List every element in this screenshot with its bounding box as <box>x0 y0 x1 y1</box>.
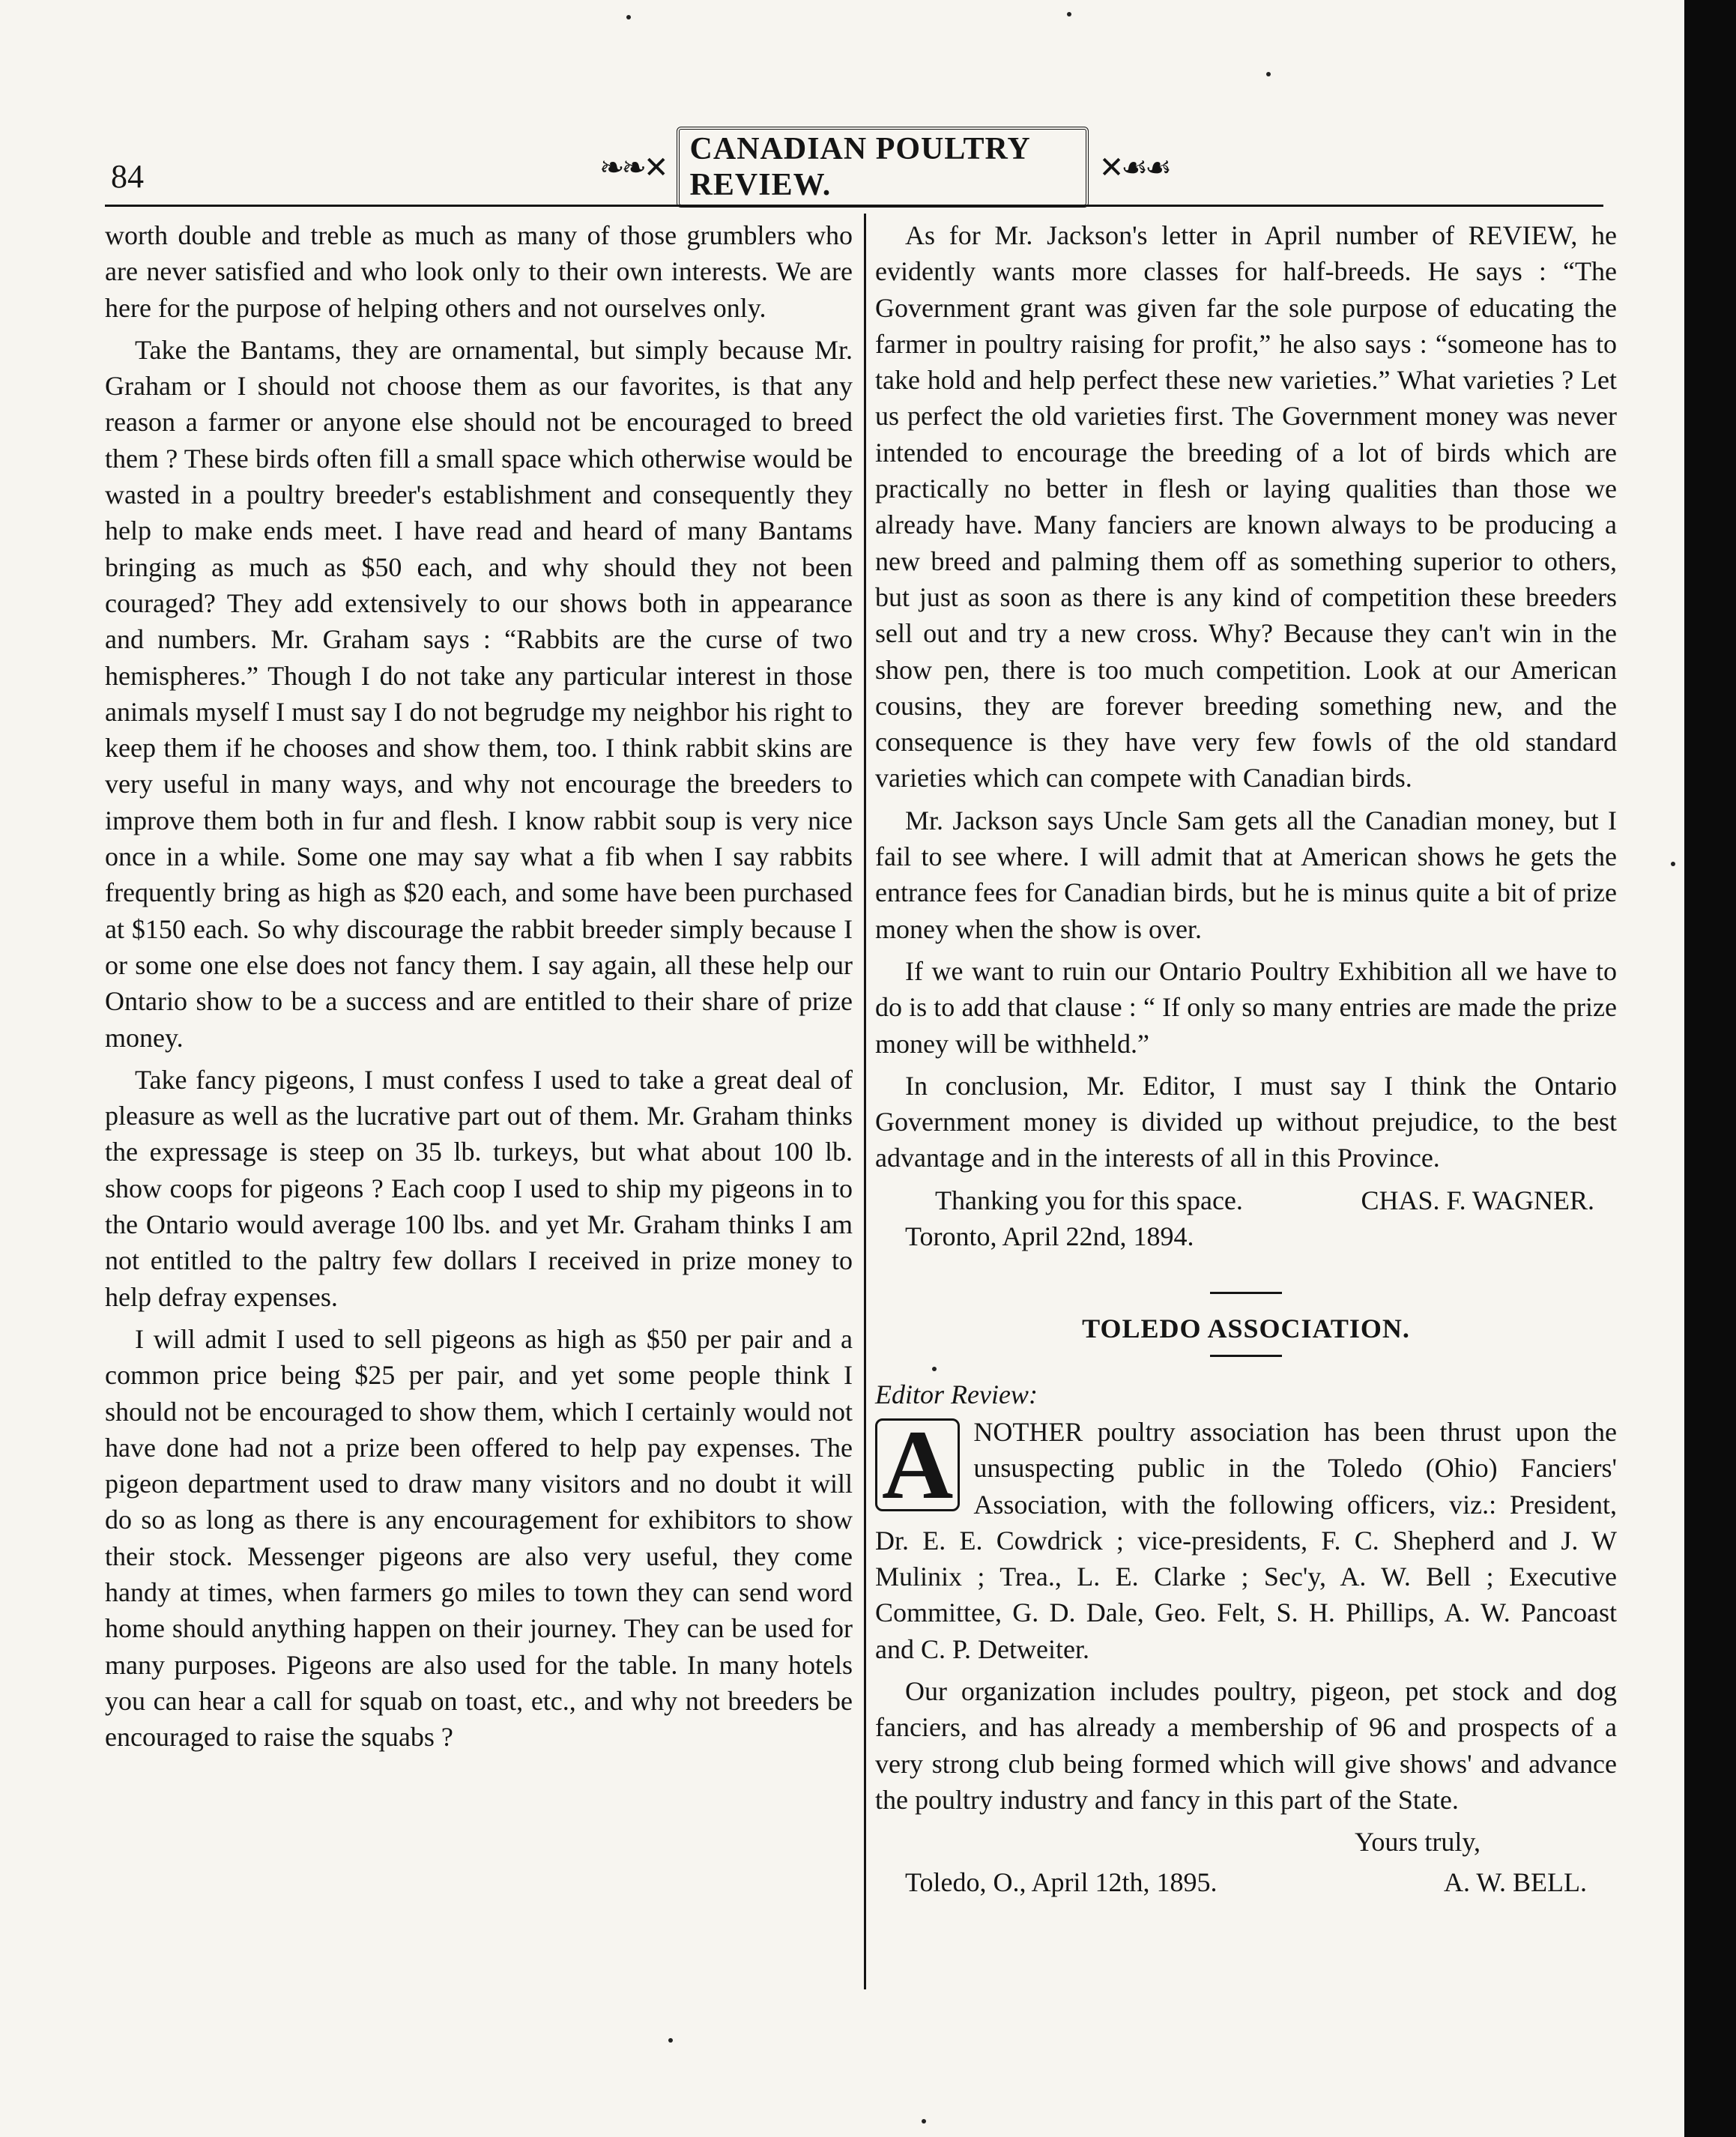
salutation: Editor Review: <box>875 1379 1038 1409</box>
ornament-right-icon: ✕☙☙ <box>1098 150 1169 184</box>
page-number: 84 <box>111 158 144 195</box>
paragraph <box>875 1409 1617 1667</box>
column-divider <box>864 214 866 1989</box>
scan-speck <box>1067 12 1071 16</box>
signoff-row <box>875 1182 1617 1218</box>
toledo-date: Toledo, O., April 12th, 1895. <box>905 1867 1218 1898</box>
section-title: TOLEDO ASSOCIATION. <box>1082 1314 1410 1344</box>
left-column <box>105 217 853 1761</box>
scan-speck <box>1266 72 1271 76</box>
paragraph-text: NOTHER poultry association has been thrust upon the unsuspecting public in the Toledo (Ohio) Fanciers' Association, with the following officers, viz.: President, Dr. E. E. Cowdrick ; vice-presidents, F. C. Shepherd and J. W Mulinix ; Trea., L. E. Clarke ; Sec'y, A. W. Bell ; Executive Committee, G. D. Dale, Geo. Felt, S. H. Phillips, A. W. Pancoast and C. P. Detweiter. <box>875 1416 1617 1664</box>
section-rule <box>1210 1292 1282 1294</box>
toledo-signature: A. W. BELL. <box>1443 1867 1587 1898</box>
signature: CHAS. F. WAGNER. <box>1361 1185 1594 1215</box>
closing-row <box>875 1864 1617 1900</box>
scan-speck <box>626 15 631 19</box>
scan-speck <box>922 2119 926 2124</box>
paragraph: I will admit I used to sell pigeons as high as $50 per pair and a common price being $25 per pair, and yet some people think I should not be encouraged to show them, which I certainly would not have done had not a prize been offered to help pay expenses. The pigeon department used to draw many visitors and no doubt it will do so as long as there is any encouragement for exhibitors to show their stock. Messenger pigeons are also very useful, they come handy at times, when farmers go miles to town they can send word home should anything happen on their journey. They can be used for many purposes. Pigeons are also used for the table. In many hotels you can hear a call for squab on toast, etc., and why not breeders be encouraged to raise the squabs ? <box>105 1323 853 1753</box>
paragraph: Take fancy pigeons, I must confess I used to take a great deal of pleasure as well as the lucrative part out of them. Mr. Graham thinks the expressage is steep on 35 lb. turkeys, but what about 100 lb. show coops for pigeons ? Each coop I used to ship my pigeons in to the Ontario would average 100 lbs. and yet Mr. Graham thinks I am not entitled to the paltry few dollars I received in prize money to help defray expenses. <box>105 1064 853 1312</box>
drop-cap: A <box>875 1418 960 1511</box>
paragraph: In conclusion, Mr. Editor, I must say I think the Ontario Government money is divided up without prejudice, to the best advantage and in the interests of all in this Province. <box>875 1070 1617 1173</box>
header-rule <box>105 205 1603 207</box>
section-rule <box>1210 1355 1282 1357</box>
paragraph: As for Mr. Jackson's letter in April number of REVIEW, he evidently wants more classes for half-breeds. He says : “The Government grant was given far the sole purpose of educating the farmer in poultry raising for profit,” he also says : “someone has to take hold and help perfect these new varieties.” What varieties ? Let us perfect the old varieties first. The Government money was never intended to encourage the breeding of a lot of birds which are practically no better in flesh or laying qualities than those we already have. Many fanciers are known always to be producing a new breed and palming them off as something superior to others, but just as soon as there is any kind of competition these breeders sell out and try a new cross. Why? Because they can't win in the show pen, there is too much competition. Look at our American cousins, they are forever breeding something new, and the consequence is they have very few fowls of the old standard varieties which can compete with Canadian birds. <box>875 220 1617 794</box>
right-column <box>875 217 1617 1901</box>
place-date: Toronto, April 22nd, 1894. <box>905 1221 1194 1252</box>
paragraph: worth double and treble as much as many of those grumblers who are never satisfied and who look only to their own interests. We are here for the purpose of helping others and not ourselves only. <box>105 220 853 323</box>
ornament-left-icon: ❧❧✕ <box>599 150 666 184</box>
scan-speck <box>1671 862 1675 866</box>
paragraph: Mr. Jackson says Uncle Sam gets all the Canadian money, but I fail to see where. I will admit that at American shows he gets the entrance fees for Canadian birds, but he is minus quite a bit of prize money when the show is over. <box>875 805 1617 944</box>
masthead-title: CANADIAN POULTRY REVIEW. <box>677 127 1089 208</box>
scan-speck <box>668 2038 673 2043</box>
thanks-line: Thanking you for this space. <box>935 1185 1243 1215</box>
paragraph: Our organization includes poultry, pigeon, pet stock and dog fanciers, and has already a membership of 96 and prospects of a very strong club being formed which will give shows' and advance the poultry industry and fancy in this part of the State. <box>875 1675 1617 1815</box>
scan-edge-shadow <box>1684 0 1736 2137</box>
paragraph: If we want to ruin our Ontario Poultry Exhibition all we have to do is to add that clause : “ If only so many entries are made the prize money will be withheld.” <box>875 955 1617 1059</box>
paragraph: Take the Bantams, they are ornamental, but simply because Mr. Graham or I should not choose them as our favorites, is that any reason a farmer or anyone else should not be encouraged to breed them ? These birds often fill a small space which otherwise would be wasted in a poultry breeder's establishment and consequently they help to make ends meet. I have read and heard of many Bantams bringing as much as $50 each, and why should they not been couraged? They add extensively to our shows both in appearance and numbers. Mr. Graham says : “Rabbits are the curse of two hemispheres.” Though I do not take any particular interest in those animals myself I must say I do not begrudge my neighbor his right to keep them if he chooses and show them, too. I think rabbit skins are very useful in many ways, and why not encourage the breeders to improve them both in fur and flesh. I know rabbit soup is very nice once in a while. Some one may say what a fib when I say rabbits frequently bring as high as $20 each, and some have been purchased at $150 each. So why discourage the rabbit breeder simply because I or some one else does not fancy them. I say again, all these help our Ontario show to be a success and are entitled to their share of prize money. <box>105 334 853 1053</box>
masthead <box>599 132 1169 202</box>
closing-line: Yours truly, <box>1355 1827 1481 1858</box>
letter-signoff <box>875 1182 1617 1255</box>
